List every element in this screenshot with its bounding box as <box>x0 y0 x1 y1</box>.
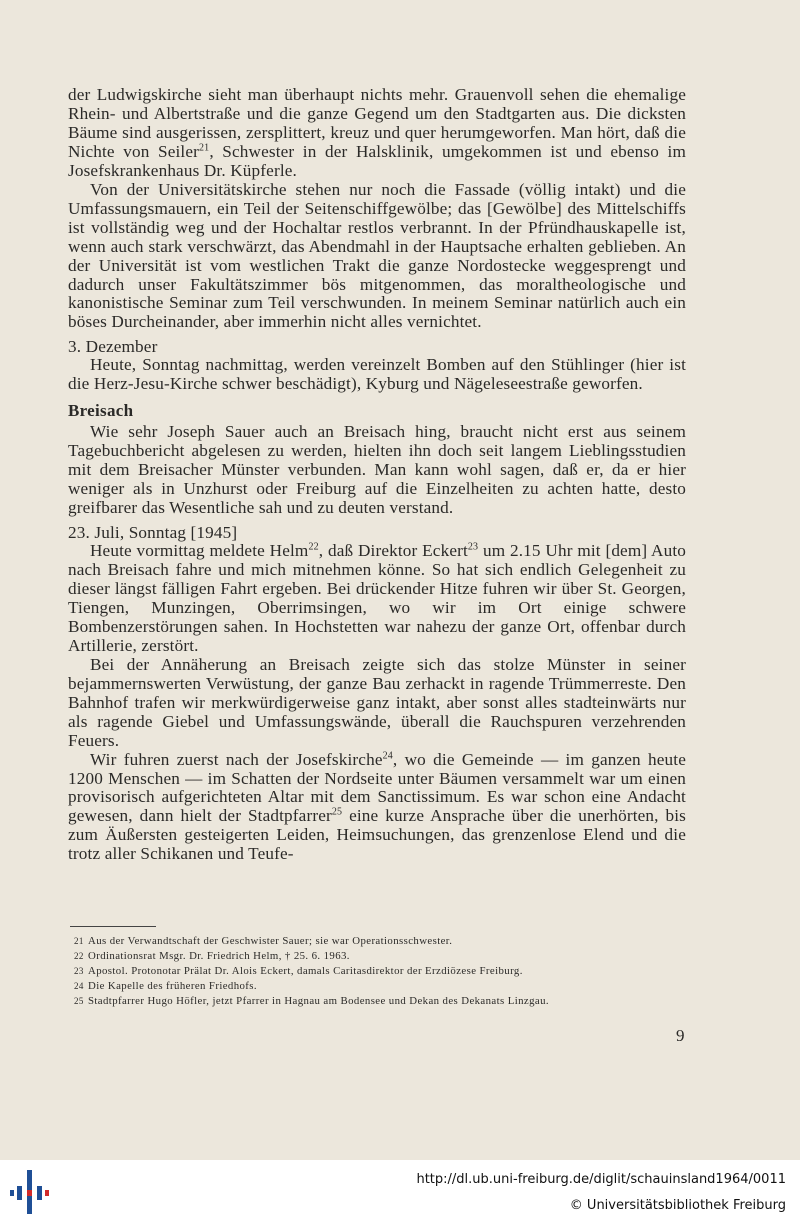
footnote-number: 21 <box>74 936 84 946</box>
paragraph-ludwigskirche <box>68 86 686 181</box>
paragraph-breisach-intro: Wie sehr Joseph Sauer auch an Breisach hing, braucht nicht erst aus seinem Tagebuchbericht abgelesen zu werden, hielten ihn doch seit langem Lieblingsstudien mit dem Breisacher Münster verbunden. Man kann wohl sagen, daß er, da er hier weniger als in Unzhurst oder Freiburg auf die Einzelheiten zu achten hatte, desto greifbarer das Wesentliche sah und zu deuten verstand. <box>68 422 686 518</box>
paragraph-annaeherung: Bei der Annäherung an Breisach zeigte sich das stolze Münster in seiner bejammernswerten Verwüstung, der ganze Bau zerhackt in ragende Trümmerreste. Den Bahnhof trafen wir merkwürdigerweise ganz intakt, aber sonst alles stadteinwärts nur als ragende Giebel und Umfassungswände, überall die Rauchspuren verzehrenden Feuers. <box>68 654 686 750</box>
footnote-ref-23: 23 <box>467 541 479 553</box>
paragraph-sonntag: Heute, Sonntag nachmittag, werden vereinzelt Bomben auf den Stühlinger (hier ist die Herz-Jesu-Kirche schwer beschädigt), Kyburg und Nägeleseestraße geworfen. <box>68 355 686 394</box>
section-heading-breisach: Breisach <box>68 401 134 421</box>
page-number: 9 <box>676 1026 685 1045</box>
footnote-25 <box>74 994 694 1009</box>
viewer-footer <box>0 1160 800 1224</box>
paragraph-text: Wir fuhren zuerst nach der Josefskirche <box>90 749 383 769</box>
footnote-number: 25 <box>74 996 84 1006</box>
footnote-text: Aus der Verwandtschaft der Geschwister Sauer; sie war Operationsschwester. <box>88 935 453 947</box>
footnote-text: Die Kapelle des früheren Friedhofs. <box>88 980 257 992</box>
paragraph-text: , daß Direktor Eckert <box>318 541 468 561</box>
footnote-ref-24: 24 <box>382 749 393 761</box>
footnote-divider <box>70 926 156 927</box>
footnote-number: 24 <box>74 981 84 991</box>
footnote-23 <box>74 964 694 979</box>
paragraph-josefskirche <box>68 751 686 865</box>
date-heading-juli: 23. Juli, Sonntag [1945] <box>68 523 238 543</box>
footnote-ref-22: 22 <box>308 541 319 553</box>
footnote-number: 23 <box>74 966 84 976</box>
document-url-link[interactable]: http://dl.ub.uni-freiburg.de/diglit/schauinsland1964/0011 <box>416 1172 786 1187</box>
paragraph-universitaetskirche: Von der Universitätskirche stehen nur noch die Fassade (völlig intakt) und die Umfassungsmauern, ein Teil der Seitenschiffgewölbe; das [Gewölbe] des Mittelschiffs ist vollständig weg und der Hochaltar restlos verbrannt. In der Pfründhauskapelle ist, wenn auch stark verschwärzt, das Abendmahl in der Hauptsache erhalten geblieben. An der Universität ist vom westlichen Trakt die ganze Nordostecke weggesprengt und dadurch unser Fakultätszimmer bös mitgenommen, das moraltheologische und kanonistische Seminar zum Teil verschwunden. In meinem Seminar natürlich auch ein böses Durcheinander, aber immerhin nicht alles vernichtet. <box>68 179 686 332</box>
paragraph-text: eine kurze Ansprache über die unerhörten, bis zum Äußersten gesteigerten Leiden, Heimsuchungen, das grenzenlose Elend und die trotz aller Schikanen und Teufe- <box>68 806 686 864</box>
date-heading-dezember: 3. Dezember <box>68 337 158 357</box>
paragraph-text: , wo die Gemeinde — im ganzen heute 1200 Menschen — im Schatten der Nordseite unter Bäumen versammelt war um einen provisorisch aufgerichteten Altar mit dem Sanctissimum. Es war schon eine Andacht gewesen, dann hielt der Stadtpfarrer <box>68 749 686 826</box>
paragraph-heute-vormittag <box>68 542 686 656</box>
footnote-22 <box>74 949 694 964</box>
footnote-text: Ordinationsrat Msgr. Dr. Friedrich Helm, † 25. 6. 1963. <box>88 950 350 962</box>
paragraph-text: Heute vormittag meldete Helm <box>90 541 309 561</box>
copyright-notice: © Universitätsbibliothek Freiburg <box>569 1198 786 1213</box>
footnote-number: 22 <box>74 951 84 961</box>
paragraph-text: der Ludwigskirche sieht man überhaupt nichts mehr. Grauenvoll sehen die ehemalige Rhein- und Albertstraße und die ganze Gegend um den Stadtgarten aus. Die dicksten Bäume sind ausgerissen, zersplittert, kreuz und quer herumgeworfen. Man hört, daß die Nichte von Seiler <box>68 85 686 161</box>
footnote-ref-21: 21 <box>199 142 210 154</box>
footnotes <box>74 934 694 1009</box>
footnote-24 <box>74 979 694 994</box>
page-body <box>68 86 686 864</box>
paragraph-text: um 2.15 Uhr mit [dem] Auto nach Breisach fahre und mich mitnehmen könne. So hat sich endlich Gelegenheit zu dieser längst fälligen Fahrt ergeben. Bei drückender Hitze fuhren wir über St. Georgen, Tiengen, Munzingen, Oberrimsingen, wo wir im Ort einige schwere Bombenzerstörungen sahen. In Hochstetten war nahezu der ganze Ort, offenbar durch Artillerie, zerstört. <box>68 541 687 655</box>
footnote-text: Stadtpfarrer Hugo Höfler, jetzt Pfarrer in Hagnau am Bodensee und Dekan des Dekanats Linzgau. <box>88 995 549 1007</box>
paragraph-text-tail: , Schwester in der Halsklinik, umgekommen ist und ebenso im Josefskrankenhaus Dr. Küpferle. <box>68 141 686 180</box>
footnote-ref-25: 25 <box>331 806 343 818</box>
footnote-text: Apostol. Protonotar Prälat Dr. Alois Eckert, damals Caritasdirektor der Erzdiözese Freiburg. <box>88 965 523 977</box>
footnote-21 <box>74 934 694 949</box>
ub-freiburg-logo-icon <box>8 1168 52 1216</box>
